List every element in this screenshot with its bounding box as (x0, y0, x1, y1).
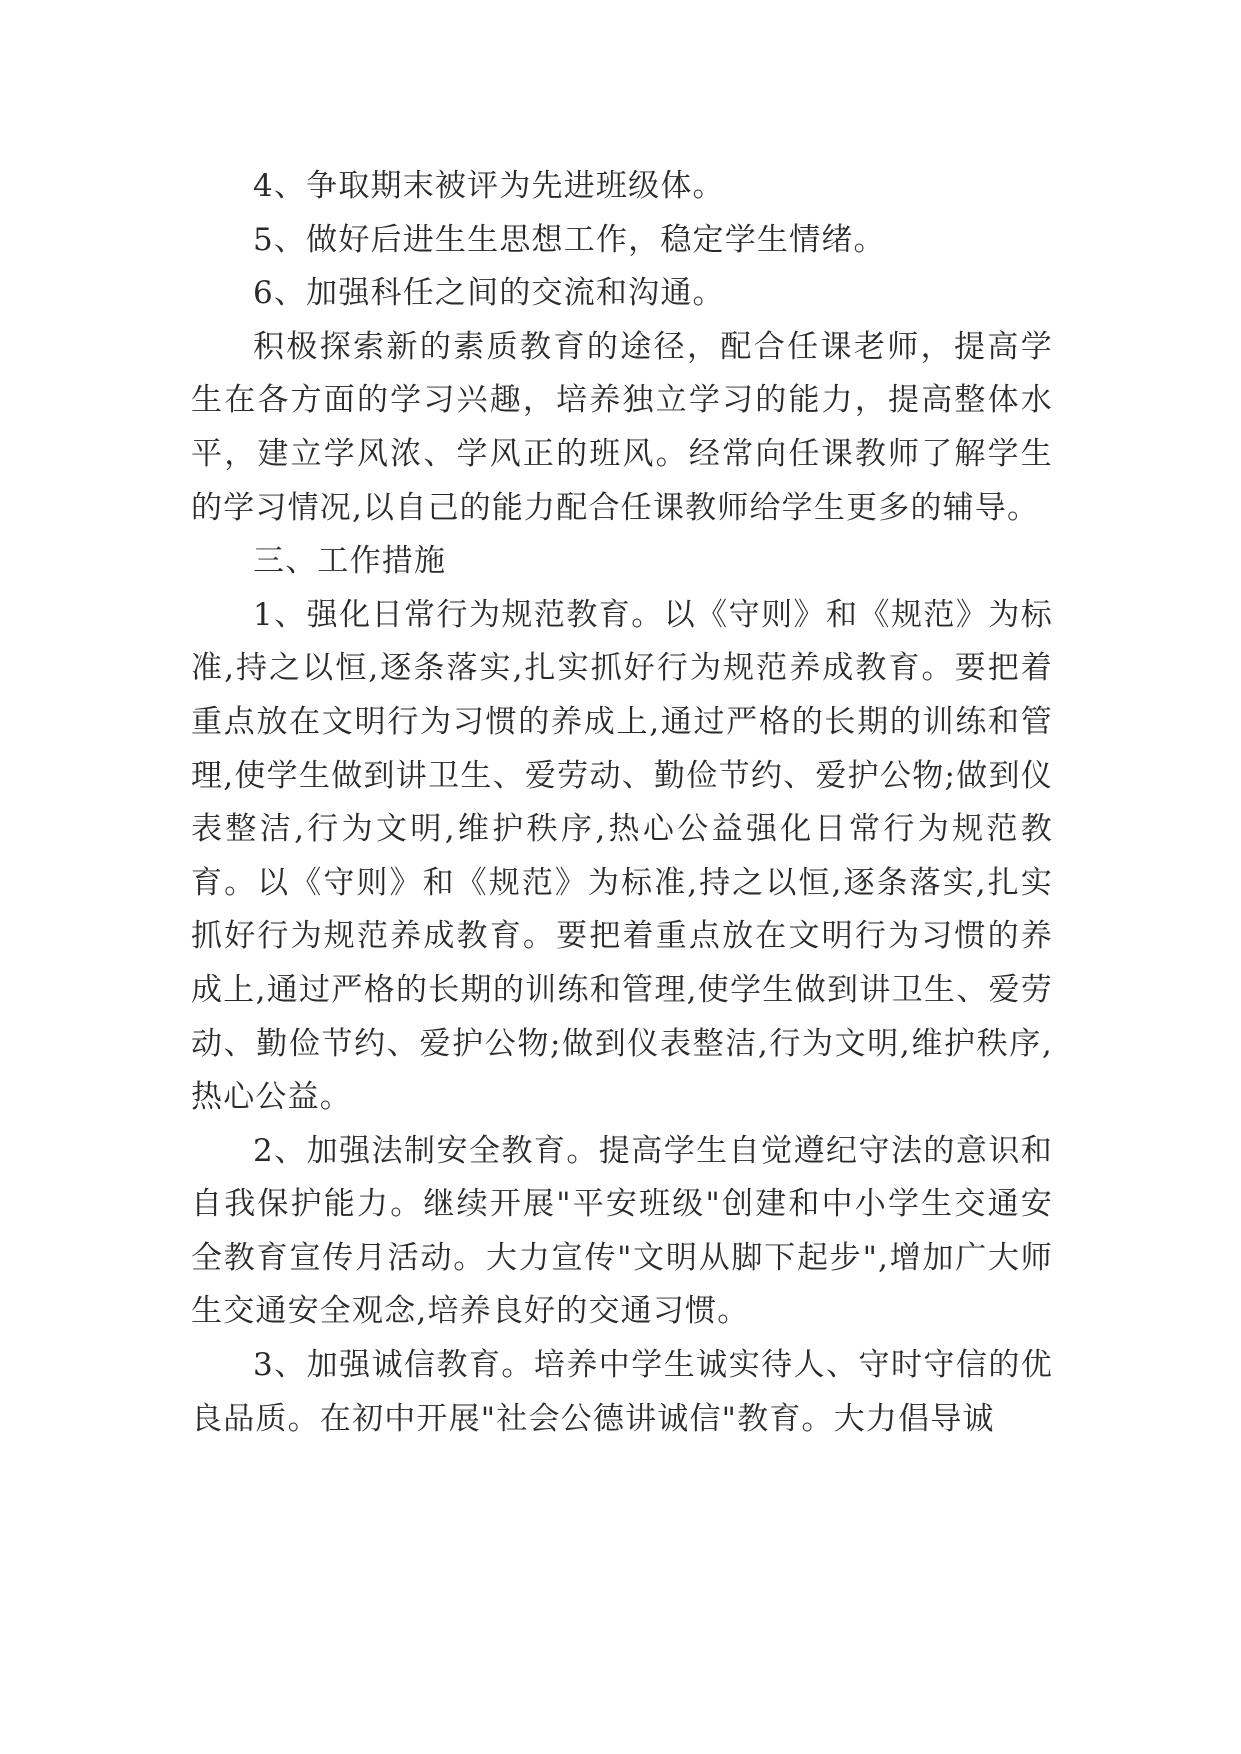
paragraph-goal-6: 6、加强科任之间的交流和沟通。 (253, 275, 725, 312)
section-heading-measures: 三、工作措施 (253, 543, 447, 580)
document-body (191, 160, 1053, 1446)
paragraph-measure-1: 1、强化日常行为规范教育。以《守则》和《规范》为标准,持之以恒,逐条落实,扎实抓好行为规范养成教育。要把着重点放在文明行为习惯的养成上,通过严格的长期的训练和管理,使学生做到讲卫生、爱劳动、勤俭节约、爱护公物;做到仪表整洁,行为文明,维护秩序,热心公益强化日常行为规范教育。以《守则》和《规范》为标准,持之以恒,逐条落实,扎实抓好行为规范养成教育。要把着重点放在文明行为习惯的养成上,通过严格的长期的训练和管理,使学生做到讲卫生、爱劳动、勤俭节约、爱护公物;做到仪表整洁,行为文明,维护秩序,热心公益。 (191, 596, 1053, 1116)
paragraph-measure-3: 3、加强诚信教育。培养中学生诚实待人、守时守信的优良品质。在初中开展"社会公德讲诚信"教育。大力倡导诚 (191, 1347, 1053, 1437)
paragraph-measure-2: 2、加强法制安全教育。提高学生自觉遵纪守法的意识和自我保护能力。继续开展"平安班级"创建和中小学生交通安全教育宣传月活动。大力宣传"文明从脚下起步",增加广大师生交通安全观念,培养良好的交通习惯。 (191, 1132, 1053, 1330)
paragraph-goal-4: 4、争取期末被评为先进班级体。 (253, 168, 725, 204)
paragraph-quality-education: 积极探索新的素质教育的途径，配合任课老师，提高学生在各方面的学习兴趣，培养独立学习的能力，提高整体水平，建立学风浓、学风正的班风。经常向任课教师了解学生的学习情况,以自己的能力配合任课教师给学生更多的辅导。 (191, 328, 1053, 526)
paragraph-goal-5: 5、做好后进生生思想工作，稳定学生情绪。 (253, 221, 886, 258)
